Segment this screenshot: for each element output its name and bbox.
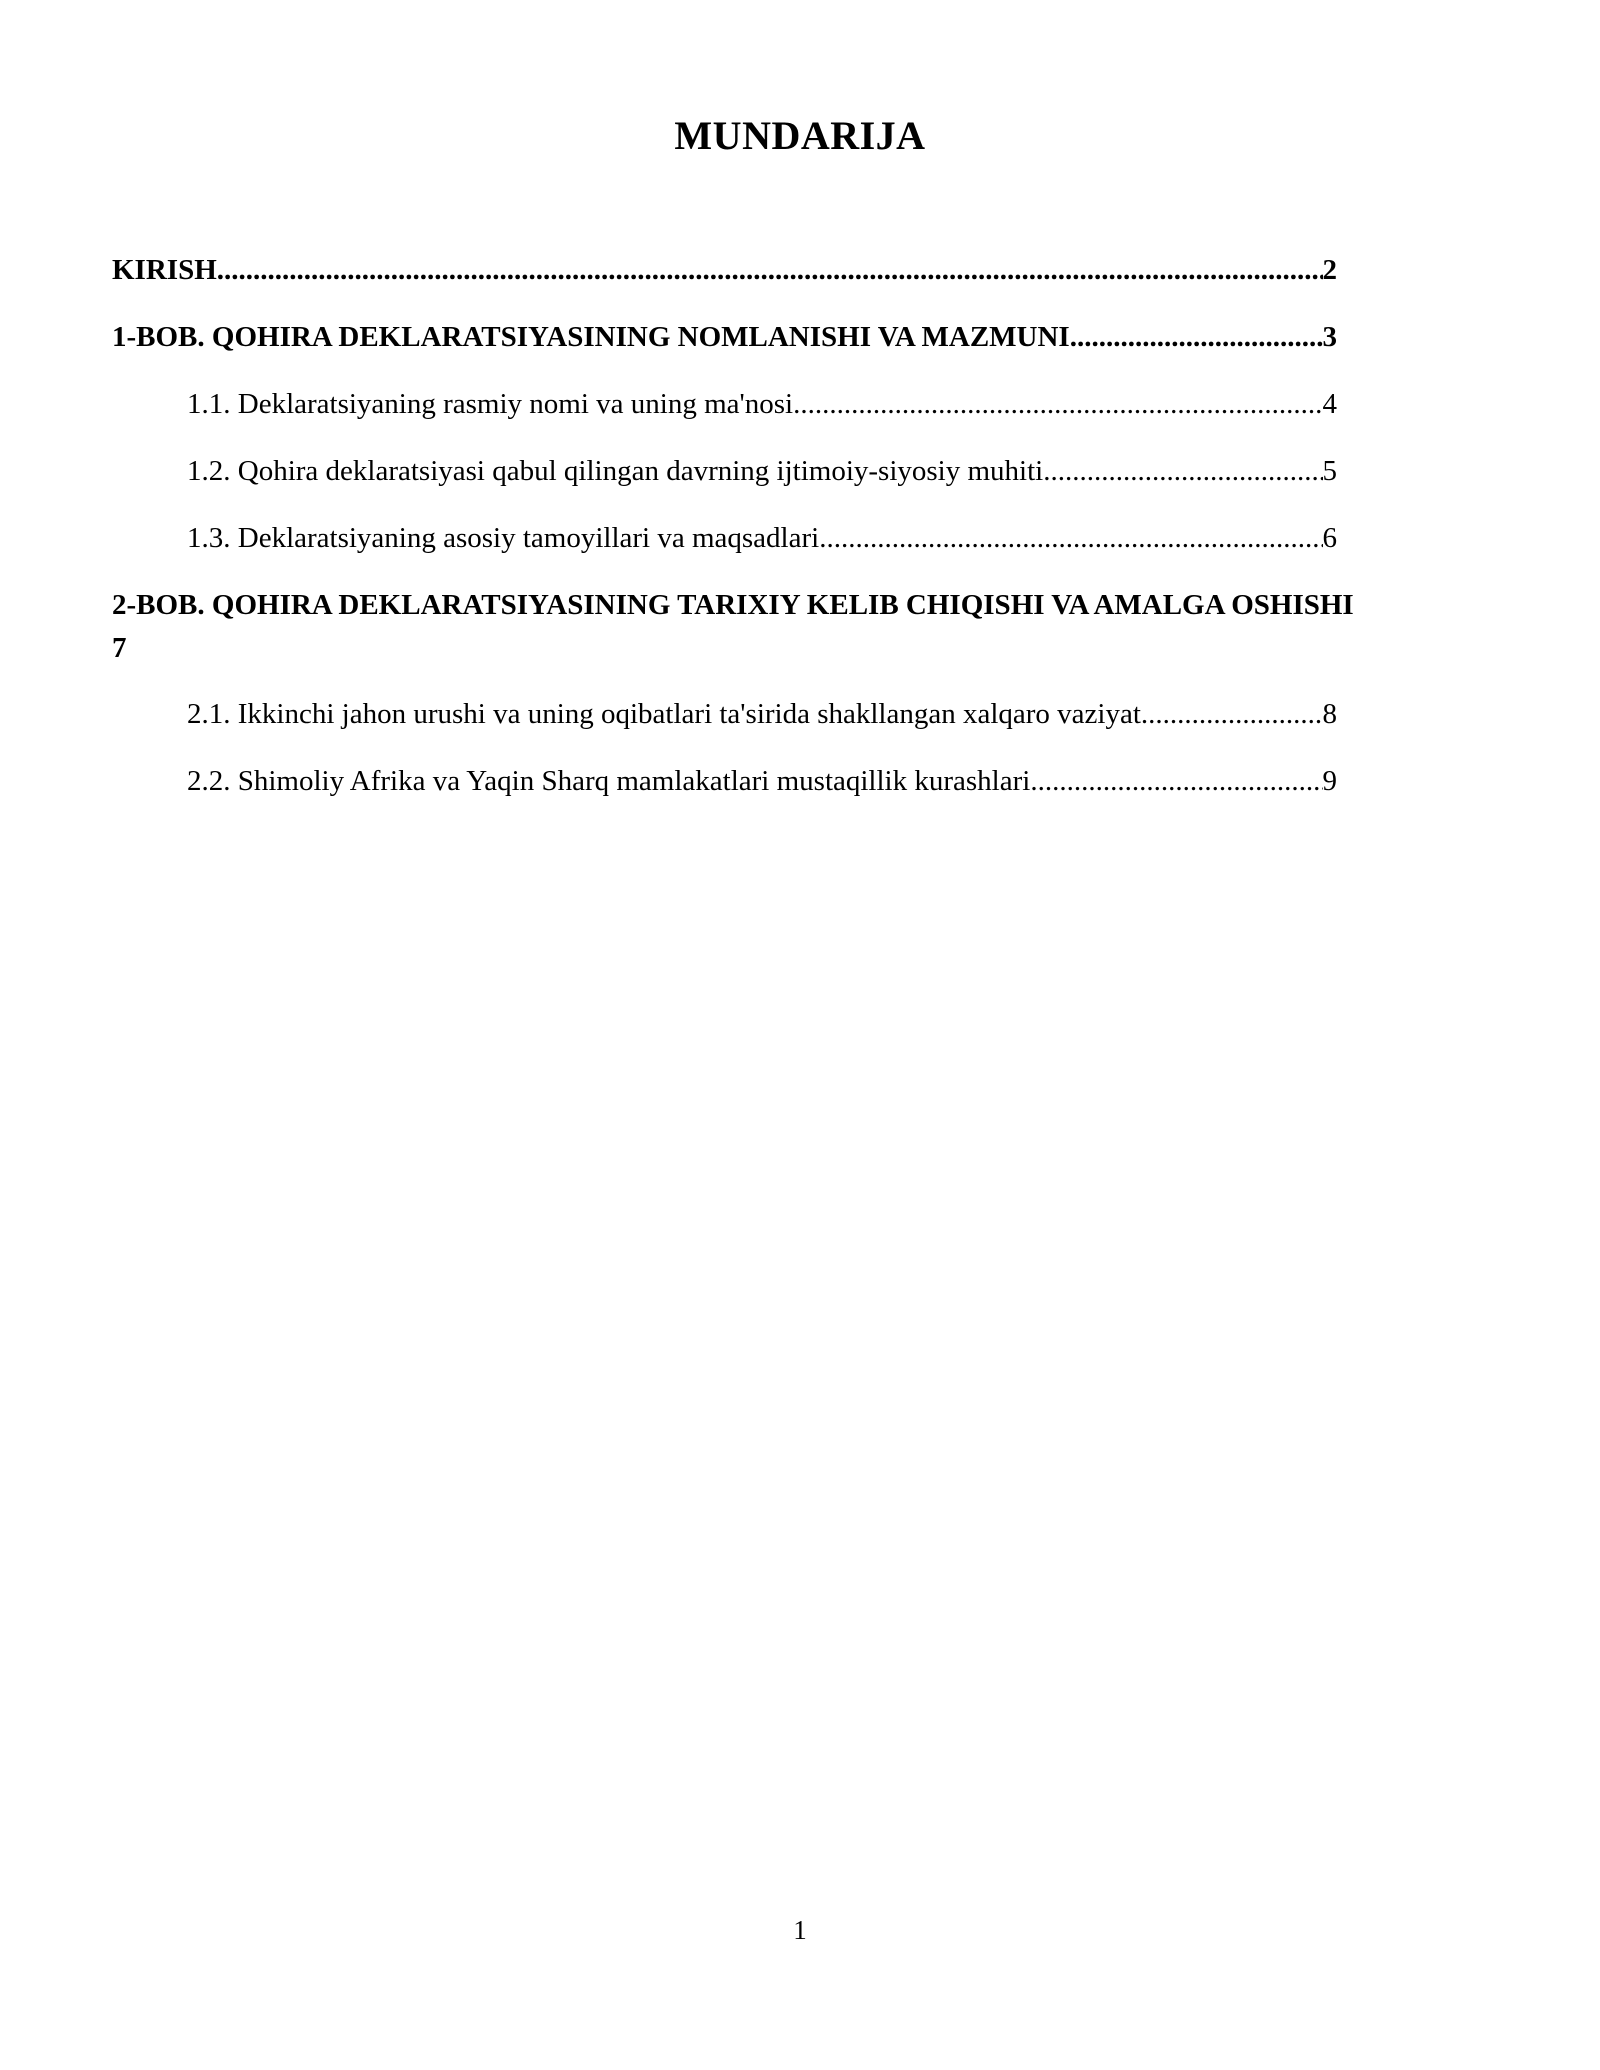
toc-entry-page: 2 (1322, 254, 1337, 286)
toc-entry-chapter-2[interactable] (112, 585, 1354, 668)
dot-leader (1030, 761, 1322, 801)
toc-entry-label: 1.1. Deklaratsiyaning rasmiy nomi va uning ma'nosi (187, 388, 794, 420)
dot-leader (217, 250, 1323, 290)
dot-leader (793, 384, 1322, 424)
toc-entry-leader-line (112, 628, 1337, 668)
toc-entry-section-1-3[interactable] (187, 518, 1337, 558)
toc-entry-section-2-1[interactable] (187, 694, 1337, 734)
toc-entry-label: 2.2. Shimoliy Afrika va Yaqin Sharq mamlakatlari mustaqillik kurashlari (187, 765, 1031, 797)
toc-entry-section-2-2[interactable] (187, 761, 1337, 801)
dot-leader (1070, 317, 1323, 357)
toc-entry-page: 3 (1322, 321, 1337, 353)
page-number: 1 (793, 1915, 807, 1945)
toc-entry-page: 9 (1322, 765, 1337, 797)
toc-entry-page: 4 (1322, 388, 1337, 420)
toc-entry-label: 1.3. Deklaratsiyaning asosiy tamoyillari va maqsadlari (187, 522, 820, 554)
toc-entry-page: 8 (1322, 698, 1337, 730)
page-title: MUNDARIJA (674, 113, 926, 158)
toc-entry-chapter-1[interactable] (112, 317, 1337, 357)
dot-leader (819, 518, 1322, 558)
toc-entry-kirish[interactable] (112, 250, 1337, 290)
toc-entry-page: 7 (112, 632, 127, 664)
toc-entry-page: 5 (1322, 455, 1337, 487)
toc-entry-page: 6 (1322, 522, 1337, 554)
toc-entry-label: 2-BOB. QOHIRA DEKLARATSIYASINING TARIXIY KELIB CHIQISHI VA AMALGA OSHISHI (112, 589, 1354, 621)
dot-leader (1043, 451, 1322, 491)
toc-entry-label: 2.1. Ikkinchi jahon urushi va uning oqibatlari ta'sirida shakllangan xalqaro vaziyat (187, 698, 1141, 730)
toc-entry-label: KIRISH (112, 254, 217, 286)
toc-entry-label: 1-BOB. QOHIRA DEKLARATSIYASINING NOMLANISHI VA MAZMUNI (112, 321, 1070, 353)
toc-entry-section-1-2[interactable] (187, 451, 1337, 491)
toc-entry-section-1-1[interactable] (187, 384, 1337, 424)
dot-leader (1141, 694, 1323, 734)
toc-entry-label: 1.2. Qohira deklaratsiyasi qabul qilingan davrning ijtimoiy-siyosiy muhiti (187, 455, 1044, 487)
